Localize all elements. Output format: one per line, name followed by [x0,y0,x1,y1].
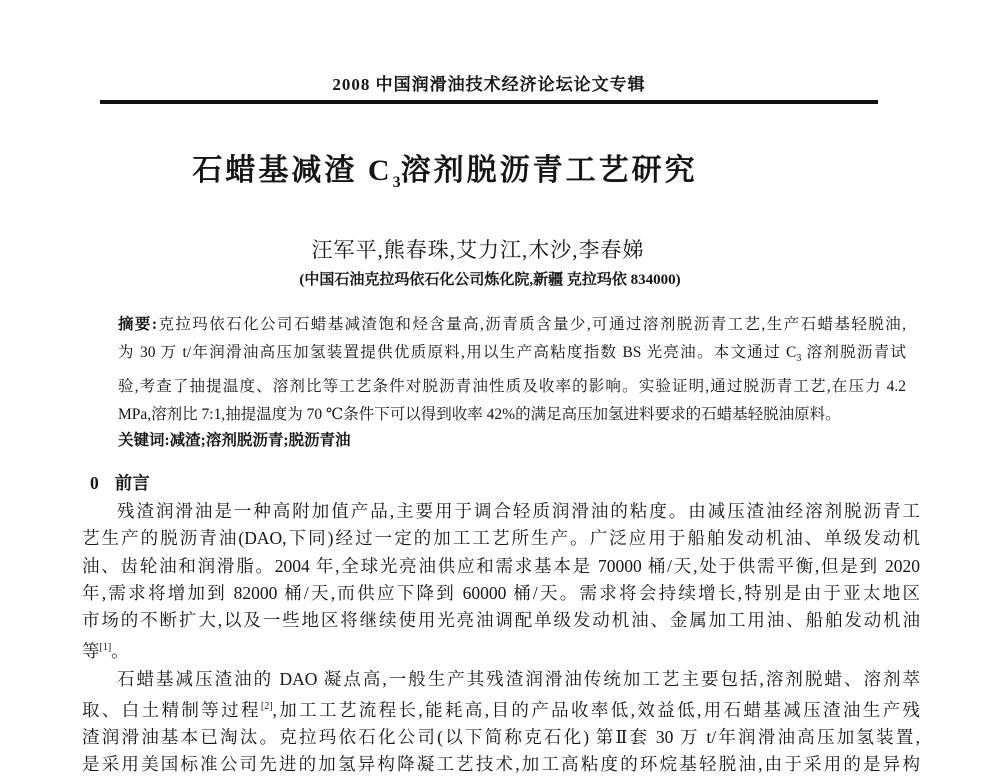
text-line: 摘要:克拉玛依石化公司石蜡基减渣饱和烃含量高,沥青质含量少,可通过溶剂脱沥青工艺,生产石蜡基轻脱油, [118,316,906,333]
text-line: 石蜡基减压渣油的 DAO 凝点高,一般生产其残渣润滑油传统加工艺主要包括,溶剂脱蜡、溶剂萃 [117,668,920,689]
keywords-label: 关键词: [118,432,170,449]
paper-title [0,145,890,192]
text-line: 等[1]。 [82,641,129,662]
text-line: 艺生产的脱沥青油(DAO,下同)经过一定的加工工艺所生产。广泛应用于船舶发动机油、单级发动机 [82,528,920,549]
keywords-text: 减渣;溶剂脱沥青;脱沥青油 [169,432,351,449]
text-line: MPa,溶剂比 7:1,抽提温度为 70 ℃条件下可以得到收率 42%的满足高压加氢进料要求的石蜡基轻脱油原料。 [118,406,841,424]
text-line: 为 30 万 t/年润滑油高压加氢装置提供优质原料,用以生产高粘度指数 BS 光亮油。本文通过 $C_3$ 溶剂脱沥青试 [118,344,906,365]
header-rule [100,100,878,104]
affiliation-line: (中国石油克拉玛依石化公司炼化院,新疆 克拉玛依 834000) [299,272,681,288]
section-title: 前言 [114,473,150,493]
abstract-block [118,311,906,429]
text-line: 市场的不断扩大,以及一些地区将继续使用光亮油调配单级发动机油、金属加工用油、船舶发动机油 [82,610,920,631]
journal-header: 2008 中国润滑油技术经济论坛论文专辑 [332,75,646,94]
section-heading [90,470,150,495]
text-line: 年,需求将增加到 82000 桶/天,而供应下降到 60000 桶/天。需求将会持续增长,特别是由于亚太地区 [82,582,920,603]
title-subscript: 3 [392,174,401,191]
body-text [82,498,920,779]
text-line: 是采用美国标准公司先进的加氢异构降凝工艺技术,加工高粘度的环烷基轻脱油,由于采用的是异构 [82,754,920,775]
text-line: 取、白土精制等过程[2],加工工艺流程长,能耗高,目的产品收率低,效益低,用石蜡基减压渣油生产残 [82,699,921,720]
keywords-line [118,428,906,450]
text-line: 油、齿轮油和润滑脂。2004 年,全球光亮油供应和需求基本是 70000 桶/天,处于供需平衡,但是到 2020 [82,555,920,576]
title-suffix: 溶剂脱沥青工艺研究 [400,154,698,187]
text-line: 验,考查了抽提温度、溶剂比等工艺条件对脱沥青油性质及收率的影响。实验证明,通过脱沥青工艺,在压力 4.2 [118,378,906,396]
authors-line: 汪军平,熊春珠,艾力江,木沙,李春娣 [311,238,645,262]
text-line: 渣润滑油基本已淘汰。克拉玛依石化公司(以下简称克石化) 第Ⅱ套 30 万 t/年润滑油高压加氢装置, [82,727,920,748]
text-line: 残渣润滑油是一种高附加值产品,主要用于调合轻质润滑油的粘度。由减压渣油经溶剂脱沥青工 [117,501,920,521]
title-prefix: 石蜡基减渣 C [192,154,393,187]
section-number: 0 [90,473,99,493]
